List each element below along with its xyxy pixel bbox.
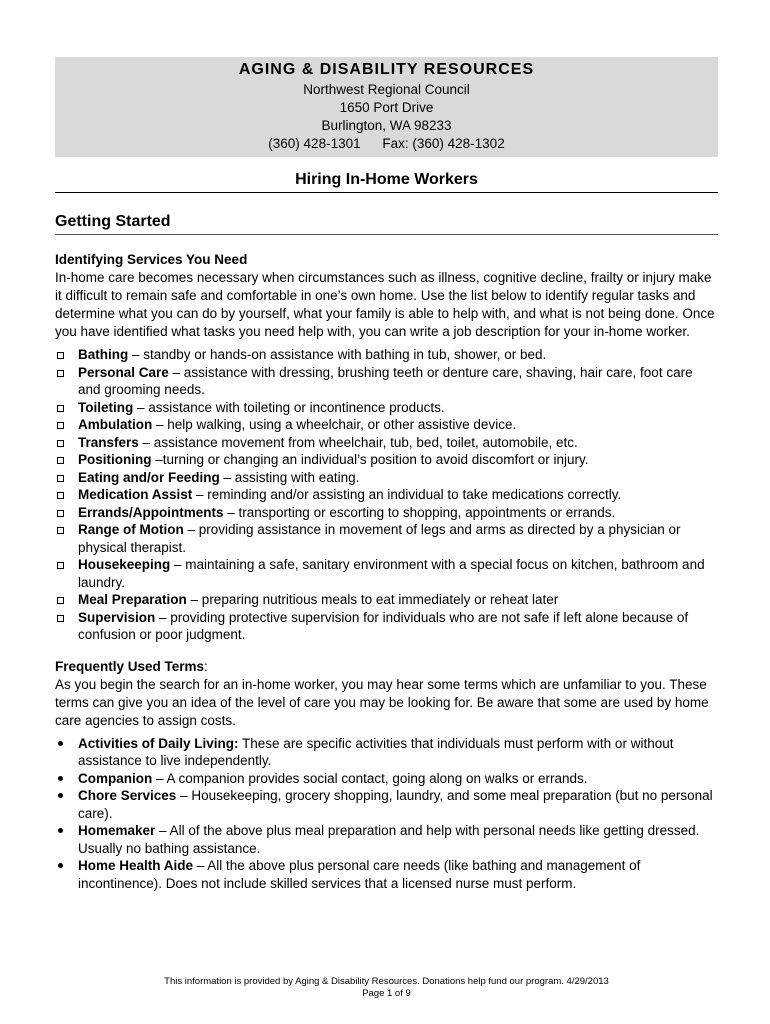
item-term: Activities of Daily Living:: [78, 735, 239, 751]
checkbox-square-icon: [57, 562, 64, 569]
checkbox-square-icon: [57, 370, 64, 377]
item-term: Supervision: [78, 609, 156, 625]
footer-note: This information is provided by Aging & Disability Resources. Donations help fund our program. 4/29/2013: [164, 976, 609, 987]
item-description: – transporting or escorting to shopping, appointments or errands.: [223, 504, 616, 520]
document-page: [55, 57, 718, 892]
bullet-icon: [58, 863, 63, 868]
item-description: – help walking, using a wheelchair, or other assistive device.: [152, 417, 517, 432]
item-description: – standby or hands-on assistance with bathing in tub, shower, or bed.: [128, 347, 547, 362]
checkbox-square-icon: [57, 405, 64, 412]
checkbox-square-icon: [57, 527, 64, 534]
item-term: Errands/Appointments: [78, 504, 224, 520]
item-term: Ambulation: [78, 417, 153, 432]
terms-intro: As you begin the search for an in-home worker, you may hear some terms which are unfamiliar to you. These terms can give you an idea of the level of care you may be looking for. Be aware that some are used by home care agencies to assign costs.: [55, 676, 709, 728]
service-list-item: [55, 399, 718, 417]
checkbox-square-icon: [57, 352, 64, 359]
page-footer: [55, 976, 718, 1000]
checkbox-square-icon: [57, 615, 64, 622]
term-list-item: [55, 735, 718, 770]
bullet-icon: [58, 776, 63, 781]
item-description: – assistance with dressing, brushing teeth or denture care, shaving, hair care, foot care and grooming needs.: [78, 364, 693, 397]
services-heading: Identifying Services You Need: [55, 252, 248, 267]
checkbox-square-icon: [57, 457, 64, 464]
service-list-item: [55, 434, 718, 452]
page-number: Page 1 of 9: [362, 988, 411, 999]
item-term: Medication Assist: [78, 487, 193, 502]
address-line-1: 1650 Port Drive: [339, 100, 434, 115]
fax-number: Fax: (360) 428-1302: [382, 136, 505, 151]
item-description: – All the above plus personal care needs (like bathing and management of incontinence). Does not include skilled services that a licensed nurse must perform.: [78, 858, 641, 891]
service-list-item: [55, 591, 718, 609]
item-description: – assistance with toileting or incontinence products.: [133, 399, 445, 415]
service-list-item: [55, 364, 718, 399]
letterhead: [55, 57, 718, 157]
item-description: – A companion provides social contact, going along on walks or errands.: [152, 770, 588, 786]
item-description: – preparing nutritious meals to eat immediately or reheat later: [186, 592, 559, 607]
service-list-item: [55, 504, 718, 522]
item-term: Personal Care: [78, 364, 169, 380]
item-term: Toileting: [78, 399, 134, 415]
item-description: – providing assistance in movement of legs and arms as directed by a physician or physical therapist.: [78, 522, 681, 555]
item-term: Transfers: [78, 434, 139, 450]
item-term: Housekeeping: [78, 557, 171, 572]
term-list-item: [55, 857, 718, 892]
item-description: – assisting with eating.: [219, 469, 360, 485]
section-heading: Getting Started: [55, 213, 718, 235]
terms-heading-line: [55, 658, 718, 676]
item-term: Home Health Aide: [78, 858, 194, 873]
item-description: – maintaining a safe, sanitary environment with a special focus on kitchen, bathroom and laundry.: [78, 557, 705, 590]
checkbox-square-icon: [57, 510, 64, 517]
service-list-item: [55, 556, 718, 591]
item-description: These are specific activities that individuals must perform with or without assistance to live independently.: [78, 735, 674, 768]
service-list-item: [55, 469, 718, 487]
bullet-icon: [58, 793, 63, 798]
address-line-2: Burlington, WA 98233: [321, 118, 452, 133]
checkbox-square-icon: [57, 422, 64, 429]
item-description: – Housekeeping, grocery shopping, laundry, and some meal preparation (but no personal care).: [78, 788, 713, 821]
checkbox-square-icon: [57, 492, 64, 499]
org-title: AGING & DISABILITY RESOURCES: [238, 61, 535, 78]
checkbox-square-icon: [57, 440, 64, 447]
term-list-item: [55, 770, 718, 788]
phone-number: (360) 428-1301: [268, 136, 361, 151]
term-list-item: [55, 787, 718, 822]
terms-heading-colon: :: [204, 658, 208, 674]
services-intro: In-home care becomes necessary when circumstances such as illness, cognitive decline, frailty or injury make it difficult to remain safe and comfortable in one’s own home. Use the list below to identify regular tasks and determine what you can do by yourself, what your family is able to help with, and what is not being done. Once you have identified what tasks you need help with, you can write a job description for your in-home worker.: [55, 270, 715, 339]
service-list-item: [55, 486, 718, 504]
term-list-item: [55, 822, 718, 857]
service-list-item: [55, 346, 718, 364]
item-description: –turning or changing an individual’s position to avoid discomfort or injury.: [151, 452, 589, 467]
service-list-item: [55, 521, 718, 556]
item-description: – reminding and/or assisting an individual to take medications correctly.: [192, 487, 622, 502]
item-description: – assistance movement from wheelchair, tub, bed, toilet, automobile, etc.: [138, 434, 578, 450]
item-term: Meal Preparation: [78, 592, 187, 607]
item-term: Eating and/or Feeding: [78, 469, 220, 485]
item-description: – providing protective supervision for individuals who are not safe if left alone because of confusion or poor judgment.: [78, 609, 689, 642]
checkbox-square-icon: [57, 597, 64, 604]
item-term: Homemaker: [78, 823, 156, 838]
service-list-item: [55, 451, 718, 469]
services-list: [55, 346, 718, 644]
checkbox-square-icon: [57, 475, 64, 482]
terms-heading: Frequently Used Terms: [55, 658, 205, 674]
bullet-icon: [58, 741, 63, 746]
terms-list: [55, 735, 718, 893]
item-term: Positioning: [78, 452, 152, 467]
item-term: Chore Services: [78, 788, 177, 803]
org-name: Northwest Regional Council: [303, 82, 470, 97]
item-description: – All of the above plus meal preparation and help with personal needs like getting dressed. Usually no bathing assistance.: [78, 823, 700, 856]
item-term: Bathing: [78, 347, 129, 362]
service-list-item: [55, 416, 718, 434]
contact-line: [55, 135, 718, 153]
document-title: Hiring In-Home Workers: [55, 171, 718, 193]
service-list-item: [55, 609, 718, 644]
item-term: Companion: [78, 770, 153, 786]
bullet-icon: [58, 828, 63, 833]
item-term: Range of Motion: [78, 522, 184, 537]
